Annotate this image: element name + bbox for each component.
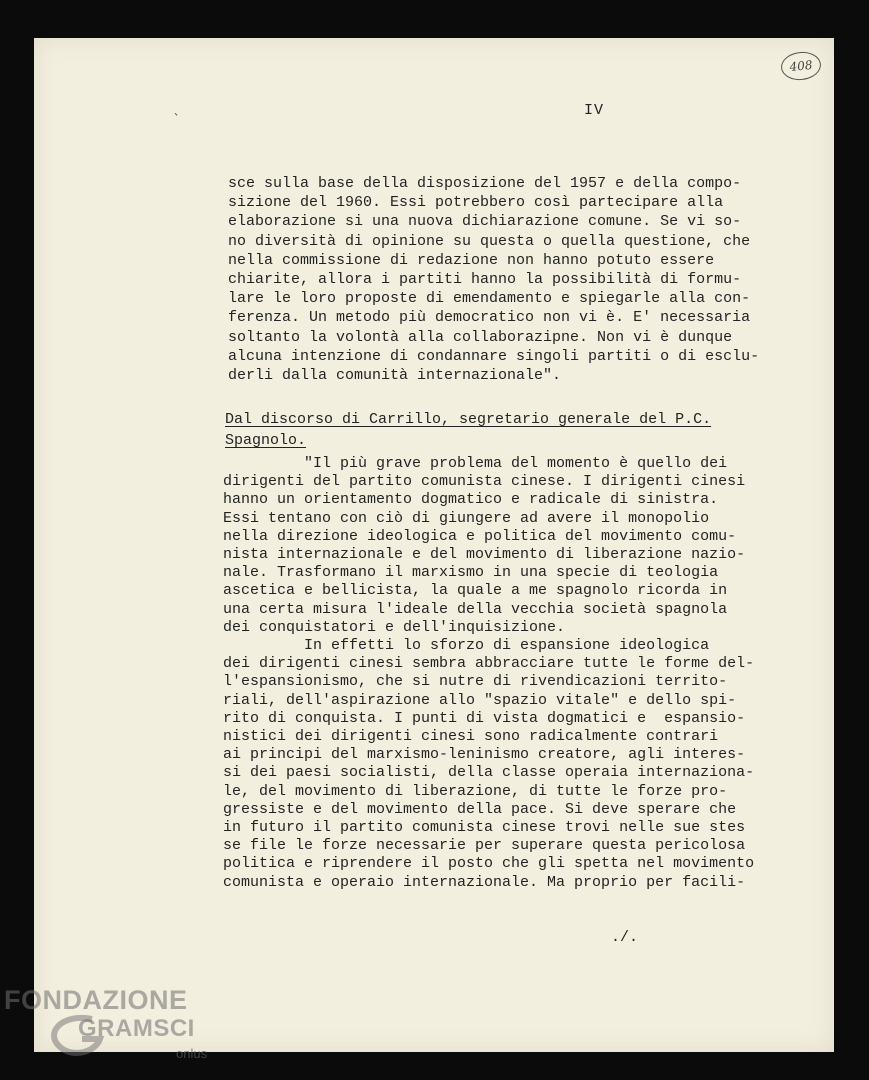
- heading-line-1: Dal discorso di Carrillo, segretario generale del P.C.: [225, 411, 712, 428]
- watermark-line-1: FONDAZIONE: [4, 985, 188, 1015]
- fondazione-gramsci-logo: [4, 985, 219, 1065]
- section-heading: [225, 409, 711, 451]
- watermark-line-3: onlus: [176, 1046, 208, 1061]
- heading-line-2: Spagnolo.: [225, 432, 307, 449]
- paragraph-1: sce sulla base della disposizione del 1957 e della compo- sizione del 1960. Essi potrebbero così partecipare alla elaborazione si una nuova dichiarazione comune. Se vi so- no diversità di opinione su questa o quella questione, che nella commissione di redazione non hanno potuto essere chiarite, allora i partiti hanno la possibilità di formu- lare le loro proposte di emendamento e spiegarle alla con- ferenza. Un metodo più democratico non vi è. E' necessaria soltanto la volontà alla collaborazipne. Non vi è dunque alcuna intenzione di condannare singoli partiti o di esclu- derli dalla comunità internazionale".: [228, 175, 760, 385]
- page-number: IV: [584, 102, 605, 119]
- corner-mark: `: [173, 112, 181, 126]
- watermark-line-2: GRAMSCI: [78, 1015, 195, 1042]
- paragraph-2: "Il più grave problema del momento è quello dei dirigenti del partito comunista cinese. I dirigenti cinesi hanno un orientamento dogmatico e radicale di sinistra. Essi tentano con ciò di giungere ad avere il monopolio nella direzione ideologica e politica del movimento comu- nista internazionale e del movimento di liberazione nazio- nale. Trasformano il marxismo in una specie di teologia ascetica e bellicista, la quale a me spagnolo ricorda in una certa misura l'ideale della vecchia società spagnola dei conquistatori e dell'inquisizione. In effetti lo sforzo di espansione ideologica dei dirigenti cinesi sembra abbracciare tutte le forme del- l'espansionismo, che si nutre di rivendicazioni territo- riali, dell'aspirazione allo "spazio vitale" e dello spi- rito di conquista. I punti di vista dogmatici e espansio- nistici dei dirigenti cinesi sono radicalmente contrari ai principi del marxismo-leninismo creatore, agli interes- si dei paesi socialisti, della classe operaia internaziona- le, del movimento di liberazione, di tutte le forze pro- gressiste e del movimento della pace. Si deve sperare che in futuro il partito comunista cinese trovi nelle sue stes se file le forze necessarie per superare questa pericolosa politica e riprendere il posto che gli spetta nel movimento comunista e operaio internazionale. Ma proprio per facili-: [223, 455, 755, 891]
- archive-stamp: 408: [780, 50, 823, 82]
- continuation-mark: ./.: [611, 929, 639, 946]
